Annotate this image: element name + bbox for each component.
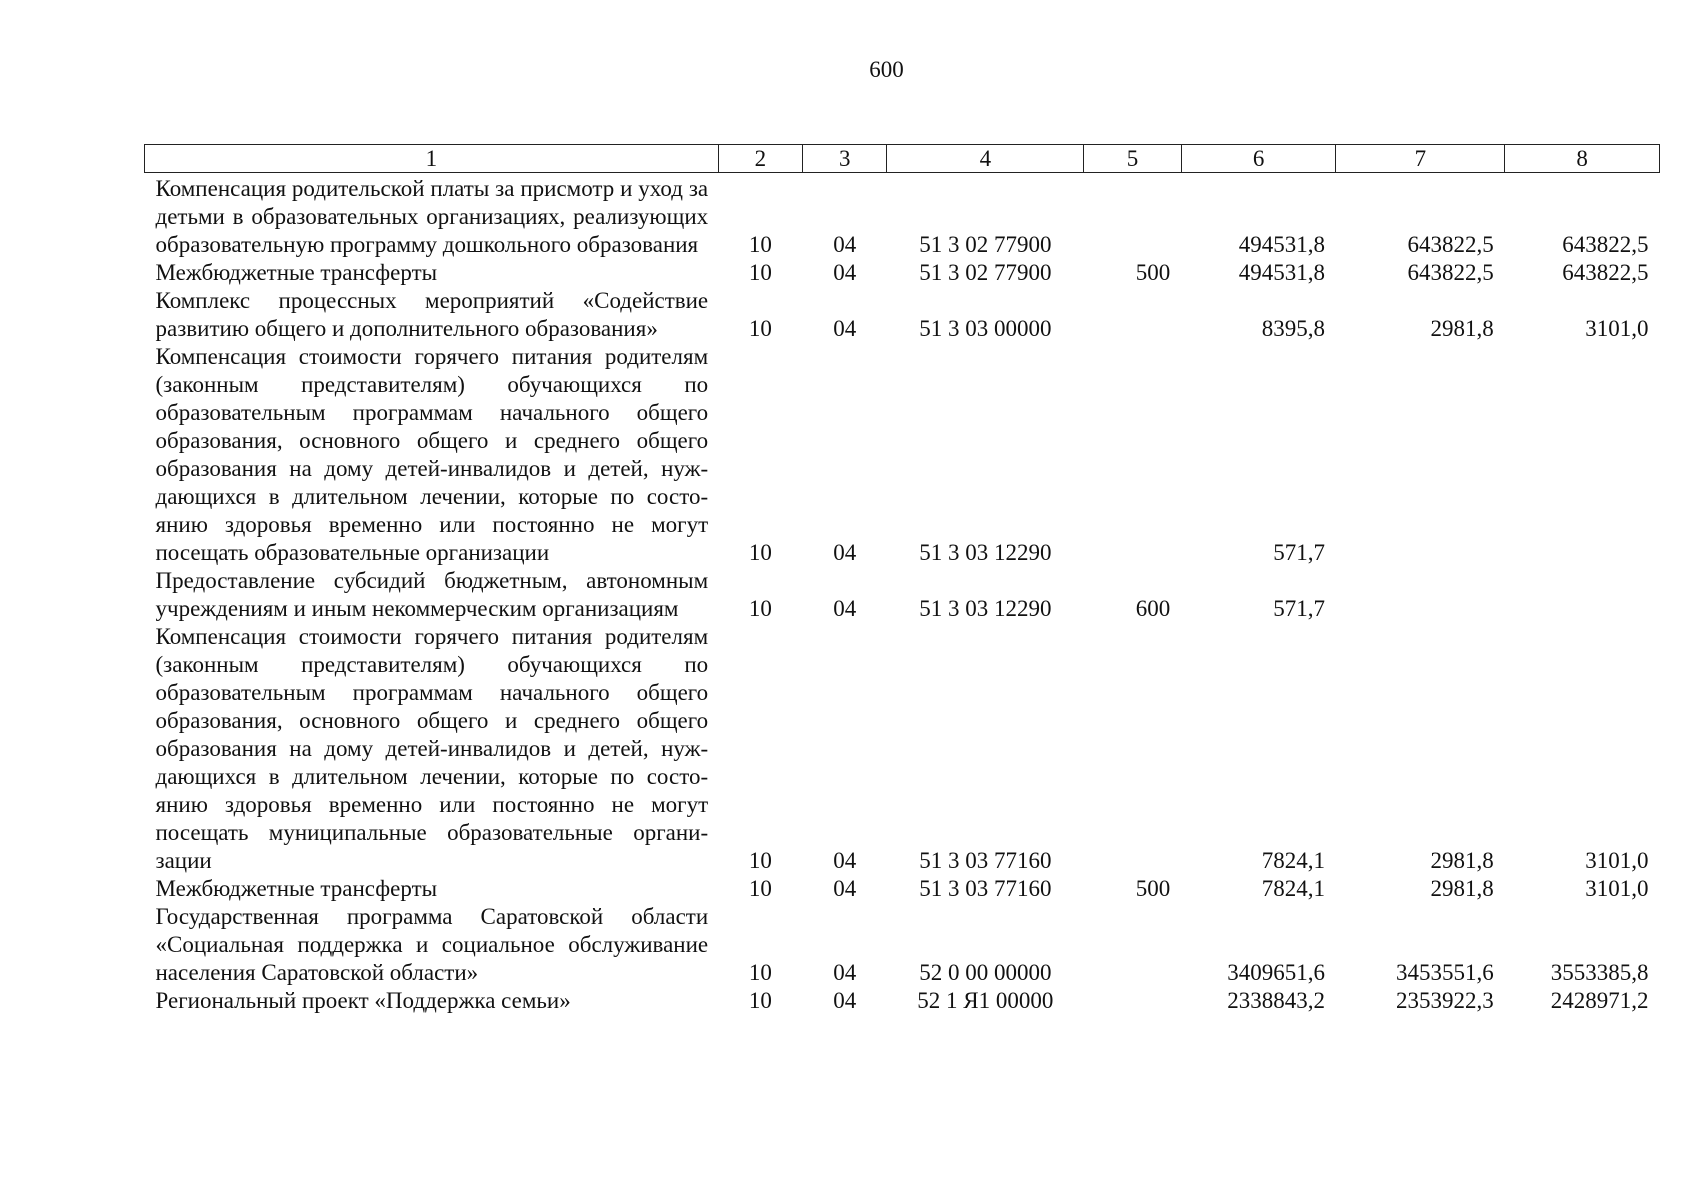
table-row — [145, 567, 1660, 623]
table-row — [145, 173, 1660, 260]
row-value-col6: 571,7 — [1273, 596, 1325, 621]
row-value-col7: 3453551,6 — [1395, 960, 1494, 985]
row-name: Межбюджетные трансферты — [155, 876, 438, 901]
table-row — [145, 875, 1660, 903]
row-section: 10 — [748, 960, 772, 985]
row-section: 10 — [748, 988, 772, 1013]
row-subsection: 04 — [833, 988, 857, 1013]
row-value-col7 — [1336, 567, 1505, 623]
column-header-8: 8 — [1505, 145, 1660, 173]
column-header-1: 1 — [145, 145, 719, 173]
row-value-col7 — [1336, 343, 1505, 567]
column-header-5: 5 — [1084, 145, 1181, 173]
row-section: 10 — [748, 540, 772, 565]
row-expense-type: 500 — [1135, 876, 1171, 901]
row-subsection: 04 — [833, 960, 857, 985]
row-value-col8: 3101,0 — [1585, 316, 1649, 341]
row-value-col7: 643822,5 — [1407, 260, 1494, 285]
row-value-col6: 3409651,6 — [1227, 960, 1325, 985]
row-value-col8: 3101,0 — [1585, 848, 1649, 873]
row-expense-type — [1084, 343, 1181, 567]
row-name: Компенсация стоимости горячего питания родителям (законным представителям) обучающихся по образовательным программам начального общего образования, основного общего и среднего общего образования на дому детей-инвалидов и детей, нуждающихся в длительном лечении, которые по состоянию здоровья временно или постоянно не могут посещать муниципальные образовательные организации — [155, 624, 709, 873]
row-subsection: 04 — [833, 848, 857, 873]
row-expense-type — [1084, 173, 1181, 260]
row-expense-type — [1084, 623, 1181, 875]
row-section: 10 — [748, 848, 772, 873]
row-value-col6: 7824,1 — [1261, 876, 1325, 901]
row-subsection: 04 — [833, 876, 857, 901]
row-expense-type — [1084, 987, 1181, 1015]
row-subsection: 04 — [833, 260, 857, 285]
column-header-4: 4 — [887, 145, 1084, 173]
row-expense-type — [1084, 903, 1181, 987]
row-name: Государственная программа Саратовской области «Социальная поддержка и социальное обслуживание населения Саратовской области» — [155, 904, 709, 985]
row-name: Компенсация стоимости горячего питания родителям (законным представителям) обучающихся по образовательным программам начального общего образования, основного общего и среднего общего образования на дому детей-инвалидов и детей, нуждающихся в длительном лечении, которые по состоянию здоровья временно или постоянно не могут посещать образовательные организации — [155, 344, 709, 565]
column-header-7: 7 — [1336, 145, 1505, 173]
row-value-col8: 3553385,8 — [1550, 960, 1649, 985]
row-value-col6: 494531,8 — [1238, 232, 1325, 257]
row-target-article: 52 0 00 00000 — [919, 960, 1052, 985]
row-value-col7: 2981,8 — [1430, 848, 1494, 873]
row-target-article: 51 3 03 77160 — [919, 876, 1052, 901]
table-row — [145, 623, 1660, 875]
column-number-row — [145, 145, 1660, 173]
row-section: 10 — [748, 876, 772, 901]
row-name: Предоставление субсидий бюджетным, автономным учреждениям и иным некоммерческим организациям — [155, 568, 709, 621]
table-row — [145, 903, 1660, 987]
row-target-article: 52 1 Я1 00000 — [917, 988, 1054, 1013]
row-name: Комплекс процессных мероприятий «Содействие развитию общего и дополнительного образования» — [155, 288, 709, 341]
row-target-article: 51 3 03 77160 — [919, 848, 1052, 873]
row-target-article: 51 3 02 77900 — [919, 260, 1052, 285]
column-header-3: 3 — [803, 145, 887, 173]
row-section: 10 — [748, 260, 772, 285]
row-name: Компенсация родительской платы за присмотр и уход за детьми в образовательных организациях, реализующих образовательную программу дошкольного образования — [155, 176, 709, 257]
row-target-article: 51 3 03 12290 — [919, 596, 1052, 621]
row-subsection: 04 — [833, 540, 857, 565]
row-value-col8 — [1505, 343, 1660, 567]
row-value-col8: 3101,0 — [1585, 876, 1649, 901]
row-value-col6: 494531,8 — [1238, 260, 1325, 285]
table-row — [145, 287, 1660, 343]
row-section: 10 — [748, 232, 772, 257]
row-value-col8 — [1505, 567, 1660, 623]
table-body — [145, 173, 1660, 1016]
row-expense-type — [1084, 287, 1181, 343]
row-subsection: 04 — [833, 316, 857, 341]
table-row — [145, 259, 1660, 287]
row-expense-type: 600 — [1135, 596, 1171, 621]
row-value-col7: 2353922,3 — [1395, 988, 1494, 1013]
row-value-col8: 643822,5 — [1562, 232, 1649, 257]
budget-table — [144, 144, 1660, 1015]
row-name: Межбюджетные трансферты — [155, 260, 438, 285]
row-value-col6: 571,7 — [1273, 540, 1325, 565]
row-subsection: 04 — [833, 232, 857, 257]
row-value-col6: 8395,8 — [1261, 316, 1325, 341]
page-number: 600 — [869, 57, 904, 82]
row-subsection: 04 — [833, 596, 857, 621]
row-value-col6: 2338843,2 — [1227, 988, 1325, 1013]
row-target-article: 51 3 03 12290 — [919, 540, 1052, 565]
row-target-article: 51 3 03 00000 — [919, 316, 1052, 341]
row-value-col7: 2981,8 — [1430, 876, 1494, 901]
column-header-6: 6 — [1181, 145, 1336, 173]
column-header-2: 2 — [718, 145, 802, 173]
table-header — [145, 145, 1660, 173]
row-section: 10 — [748, 596, 772, 621]
row-target-article: 51 3 02 77900 — [919, 232, 1052, 257]
row-value-col6: 7824,1 — [1261, 848, 1325, 873]
table-row — [145, 343, 1660, 567]
row-section: 10 — [748, 316, 772, 341]
row-value-col7: 643822,5 — [1407, 232, 1494, 257]
row-value-col8: 643822,5 — [1562, 260, 1649, 285]
table-row — [145, 987, 1660, 1015]
row-name: Региональный проект «Поддержка семьи» — [155, 988, 571, 1013]
row-value-col7: 2981,8 — [1430, 316, 1494, 341]
row-expense-type: 500 — [1135, 260, 1171, 285]
row-value-col8: 2428971,2 — [1550, 988, 1649, 1013]
